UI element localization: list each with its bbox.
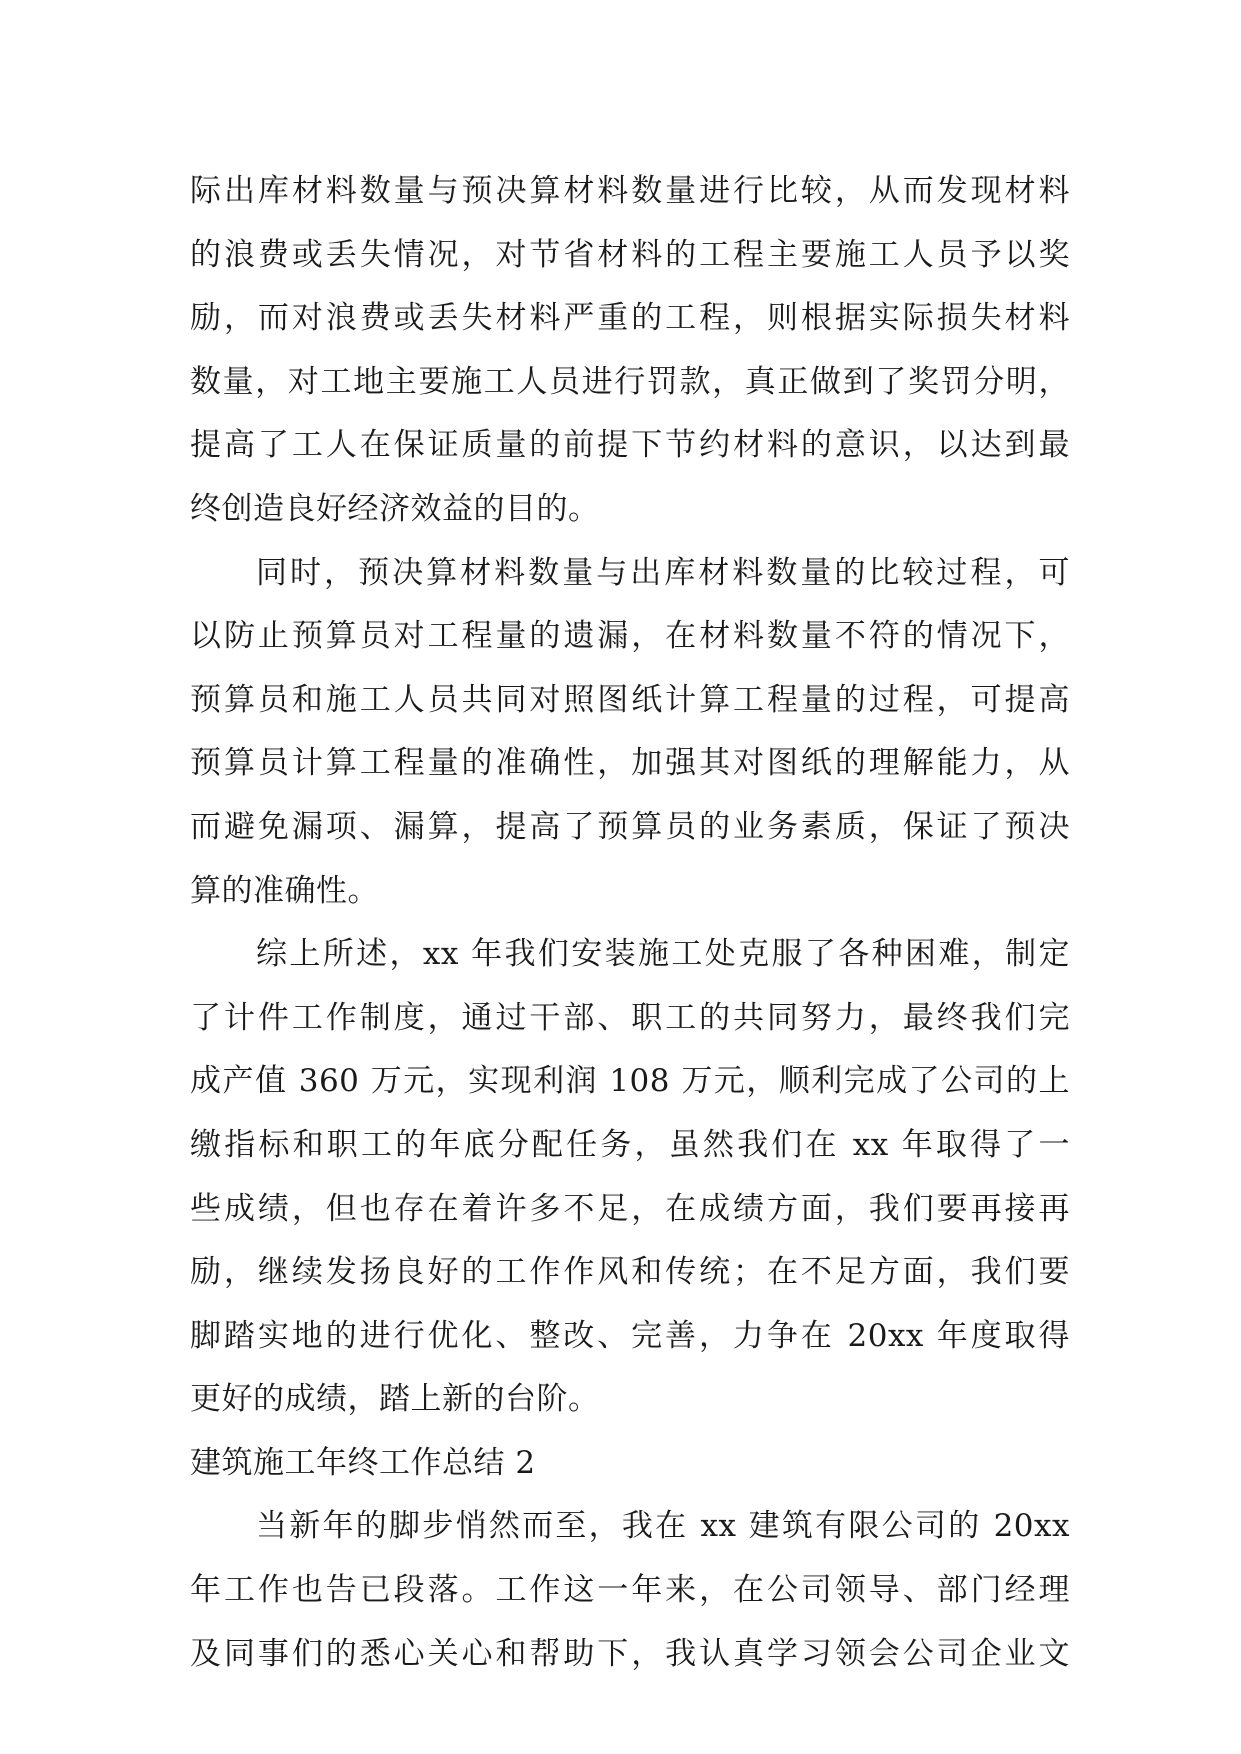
paragraph-3 [190, 923, 1070, 1432]
text-line: 算的准确性。 [190, 872, 379, 909]
paragraph-4 [190, 1495, 1070, 1686]
text-line: 励，而对浪费或丢失材料严重的工程，则根据实际损失材料 [190, 300, 1070, 337]
text-line: 及同事们的悉心关心和帮助下，我认真学习领会公司企业文 [190, 1635, 1070, 1672]
text-line: 综上所述，xx 年我们安装施工处克服了各种困难，制定 [256, 936, 1070, 973]
text-line: 预算员计算工程量的准确性，加强其对图纸的理解能力，从 [190, 745, 1070, 782]
text-line: 励，继续发扬良好的工作作风和传统；在不足方面，我们要 [190, 1254, 1070, 1291]
text-line: 同时，预决算材料数量与出库材料数量的比较过程，可 [256, 554, 1070, 591]
section-heading: 建筑施工年终工作总结 2 [190, 1444, 536, 1481]
text-line: 成产值 360 万元，实现利润 108 万元，顺利完成了公司的上 [190, 1063, 1070, 1100]
text-line: 缴指标和职工的年底分配任务，虽然我们在 xx 年取得了一 [190, 1126, 1070, 1163]
document-body [190, 160, 1070, 1686]
text-line: 终创造良好经济效益的目的。 [190, 490, 600, 527]
text-line: 的浪费或丢失情况，对节省材料的工程主要施工人员予以奖 [190, 236, 1070, 273]
text-line: 际出库材料数量与预决算材料数量进行比较，从而发现材料 [190, 173, 1070, 209]
text-line: 更好的成绩，踏上新的台阶。 [190, 1381, 600, 1418]
text-line: 而避免漏项、漏算，提高了预算员的业务素质，保证了预决 [190, 808, 1070, 845]
text-line: 当新年的脚步悄然而至，我在 xx 建筑有限公司的 20xx [256, 1508, 1070, 1545]
text-line: 些成绩，但也存在着许多不足，在成绩方面，我们要再接再 [190, 1190, 1070, 1227]
text-line: 了计件工作制度，通过干部、职工的共同努力，最终我们完 [190, 999, 1070, 1036]
text-line: 提高了工人在保证质量的前提下节约材料的意识，以达到最 [190, 427, 1070, 464]
text-line: 以防止预算员对工程量的遗漏，在材料数量不符的情况下， [190, 618, 1070, 655]
paragraph-1 [190, 160, 1070, 542]
paragraph-2 [190, 542, 1070, 924]
text-line: 数量，对工地主要施工人员进行罚款，真正做到了奖罚分明， [190, 363, 1070, 400]
text-line: 脚踏实地的进行优化、整改、完善，力争在 20xx 年度取得 [190, 1317, 1070, 1354]
text-line: 年工作也告已段落。工作这一年来，在公司领导、部门经理 [190, 1572, 1070, 1609]
text-line: 预算员和施工人员共同对照图纸计算工程量的过程，可提高 [190, 681, 1070, 718]
